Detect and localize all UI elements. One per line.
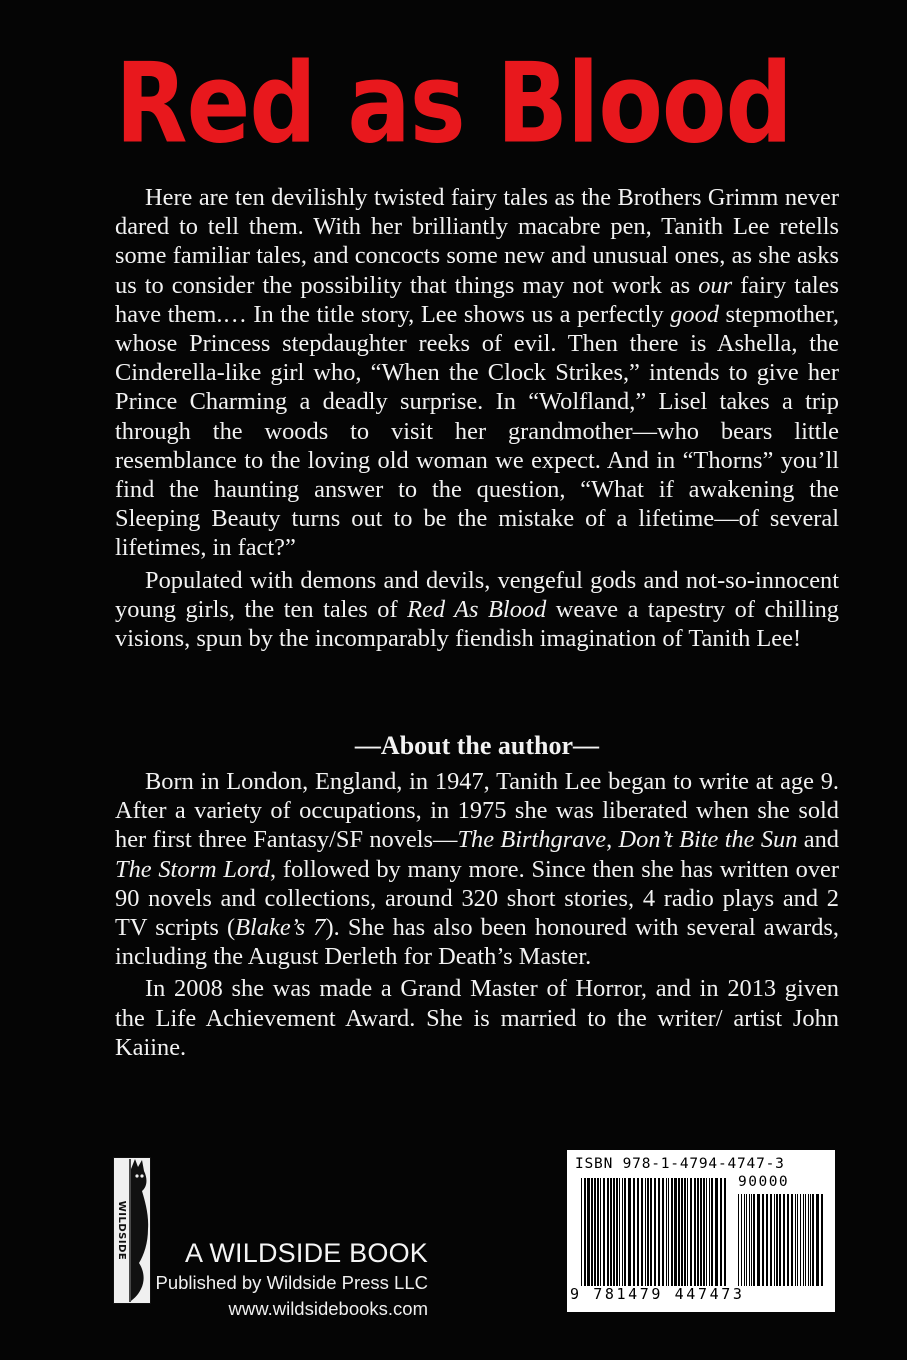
- barcode-bar: [808, 1194, 809, 1286]
- barcode-bar: [684, 1178, 686, 1286]
- barcode-bar: [613, 1178, 615, 1286]
- barcode-bar: [816, 1194, 819, 1286]
- barcode-bar: [757, 1194, 760, 1286]
- italic-text: The Birthgrave: [457, 826, 607, 854]
- barcode-bar: [795, 1194, 796, 1286]
- barcode-bar: [746, 1194, 747, 1286]
- text-run: Born in London, England, in 1947, Tanith Lee began to write at age 9. After a variety of occupations, in 1975 she was liberated when she sold her first three Fantasy/SF novels—: [115, 768, 839, 854]
- barcode-bar: [700, 1178, 702, 1286]
- text-run: and: [797, 826, 840, 854]
- addon-barcode-bars: [738, 1194, 824, 1286]
- text-run: ,: [606, 826, 619, 854]
- barcode-bar: [783, 1194, 785, 1286]
- barcode-bar: [744, 1194, 745, 1286]
- isbn-number: ISBN 978-1-4794-4747-3: [575, 1156, 785, 1172]
- barcode-bar: [787, 1194, 789, 1286]
- text-run: In 2008 she was made a Grand Master of Horror, and in 2013 given the Life Achievement Award. She is married to the writer/ artist John Kaiine.: [115, 975, 839, 1061]
- barcode-bar: [797, 1194, 798, 1286]
- barcode-bar: [706, 1178, 707, 1286]
- barcode-bar: [715, 1178, 718, 1286]
- barcode-bar: [597, 1178, 599, 1286]
- barcode-bar: [591, 1178, 593, 1286]
- barcode-bar: [600, 1178, 601, 1286]
- italic-text: our: [698, 271, 733, 299]
- text-run: stepmother, whose Princess stepdaughter reeks of evil. Then there is Ashella, the Cinderella-like girl who, “When the Clock Strikes,” intends to give her Prince Charming a deadly surprise. In “Wolfland,” Lisel takes a trip through the woods to visit her grandmother—who bears little resemblance to the loving old woman we expect. And in “Thorns” you’ll find the haunting answer to the question, “What if awakening the Sleeping Beauty turns out to be the mistake of a lifetime—of several lifetimes, in fact?”: [115, 300, 839, 562]
- barcode-bar: [616, 1178, 618, 1286]
- barcode-bar: [584, 1178, 586, 1286]
- barcode-bar: [738, 1194, 739, 1286]
- barcode-bar: [694, 1178, 696, 1286]
- barcode-bar: [753, 1194, 755, 1286]
- text-run: , followed by many more. Since then she has written over 90 novels and collections, around 320 short stories, 4 radio plays and 2 TV scripts (: [115, 855, 839, 942]
- barcode-bar: [741, 1194, 742, 1286]
- barcode-digits: 9 781479 447473: [570, 1285, 745, 1303]
- barcode-bar: [776, 1194, 778, 1286]
- barcode-bar: [690, 1178, 692, 1286]
- barcode-bar: [770, 1194, 772, 1286]
- barcode-bar: [603, 1178, 605, 1286]
- barcode-bar: [791, 1194, 793, 1286]
- barcode-bar: [619, 1178, 620, 1286]
- barcode-bar: [821, 1194, 823, 1286]
- price-code: 90000: [738, 1174, 790, 1190]
- barcode-bar: [622, 1178, 623, 1286]
- text-run: Here are ten devilishly twisted fairy tales as the Brothers Grimm never dared to tell them. With her brilliantly macabre pen, Tanith Lee retells some familiar tales, and concocts some new and unusual ones, as she asks us to consider the possibility that things may not work as: [115, 184, 839, 299]
- barcode-bar: [587, 1178, 590, 1286]
- barcode-bar: [633, 1178, 635, 1286]
- italic-text: good: [670, 300, 719, 328]
- text-run: Populated with demons and devils, vengeful gods and not-so-innocent young girls, the ten tales of: [115, 566, 839, 623]
- about-paragraph-1: [115, 767, 839, 971]
- barcode-bar: [751, 1194, 752, 1286]
- barcode-bar: [762, 1194, 764, 1286]
- barcode-bar: [709, 1178, 710, 1286]
- barcode-bar: [594, 1178, 596, 1286]
- barcode-bar: [654, 1178, 656, 1286]
- barcode-bar: [766, 1194, 768, 1286]
- text-run: weave a tapestry of chilling visions, spun by the incomparably fiendish imagination of Tanith Lee!: [115, 595, 839, 653]
- isbn-barcode: [567, 1150, 835, 1312]
- publisher-url: www.wildsidebooks.com: [228, 1298, 428, 1319]
- italic-text: Blake’s 7: [235, 914, 326, 942]
- barcode-bar: [711, 1178, 713, 1286]
- about-author-heading: —About the author—: [354, 731, 600, 760]
- barcode-bar: [774, 1194, 775, 1286]
- barcode-bar: [662, 1178, 664, 1286]
- barcode-bar: [703, 1178, 705, 1286]
- barcode-bar: [610, 1178, 612, 1286]
- barcode-bar: [681, 1178, 683, 1286]
- cover-title: Red as Blood: [115, 40, 792, 169]
- italic-text: Red As Blood: [407, 595, 547, 623]
- text-run: fairy tales have them.… In the title story, Lee shows us a perfectly: [115, 271, 839, 328]
- barcode-bar: [641, 1178, 643, 1286]
- italic-text: Don’t Bite the Sun: [618, 826, 798, 854]
- barcode-bar: [803, 1194, 804, 1286]
- publisher-block: [118, 1236, 428, 1322]
- barcode-bar: [678, 1178, 680, 1286]
- barcode-bar: [671, 1178, 673, 1286]
- barcode-bars: [581, 1178, 727, 1286]
- barcode-bar: [645, 1178, 646, 1286]
- barcode-bar: [810, 1194, 811, 1286]
- barcode-bar: [647, 1178, 649, 1286]
- barcode-bar: [624, 1178, 626, 1286]
- barcode-bar: [607, 1178, 609, 1286]
- italic-text: The Storm Lord: [115, 855, 270, 883]
- text-run: ). She has also been honoured with several awards, including the August Derleth for Death’s Master.: [115, 914, 839, 971]
- barcode-bar: [581, 1178, 582, 1286]
- blurb-section: [115, 183, 839, 653]
- barcode-bar: [800, 1194, 801, 1286]
- barcode-bar: [674, 1178, 677, 1286]
- barcode-bar: [666, 1178, 667, 1286]
- blurb-paragraph-2: [115, 566, 839, 654]
- barcode-bar: [724, 1178, 726, 1286]
- barcode-bar: [779, 1194, 781, 1286]
- barcode-bar: [650, 1178, 652, 1286]
- barcode-bar: [687, 1178, 688, 1286]
- barcode-bar: [720, 1178, 722, 1286]
- barcode-bar: [628, 1178, 631, 1286]
- wildside-logo-text: WILDSIDE: [116, 1200, 128, 1261]
- about-paragraph-2: [115, 974, 839, 1062]
- barcode-bar: [697, 1178, 699, 1286]
- barcode-bar: [658, 1178, 660, 1286]
- barcode-bar: [637, 1178, 639, 1286]
- barcode-bar: [749, 1194, 750, 1286]
- barcode-bar: [668, 1178, 669, 1286]
- blurb-paragraph-1: [115, 183, 839, 563]
- about-author-section: [115, 731, 839, 1062]
- publisher-line: Published by Wildside Press LLC: [155, 1272, 428, 1293]
- publisher-name: A WILDSIDE BOOK: [184, 1238, 428, 1268]
- barcode-bar: [812, 1194, 814, 1286]
- barcode-bar: [805, 1194, 806, 1286]
